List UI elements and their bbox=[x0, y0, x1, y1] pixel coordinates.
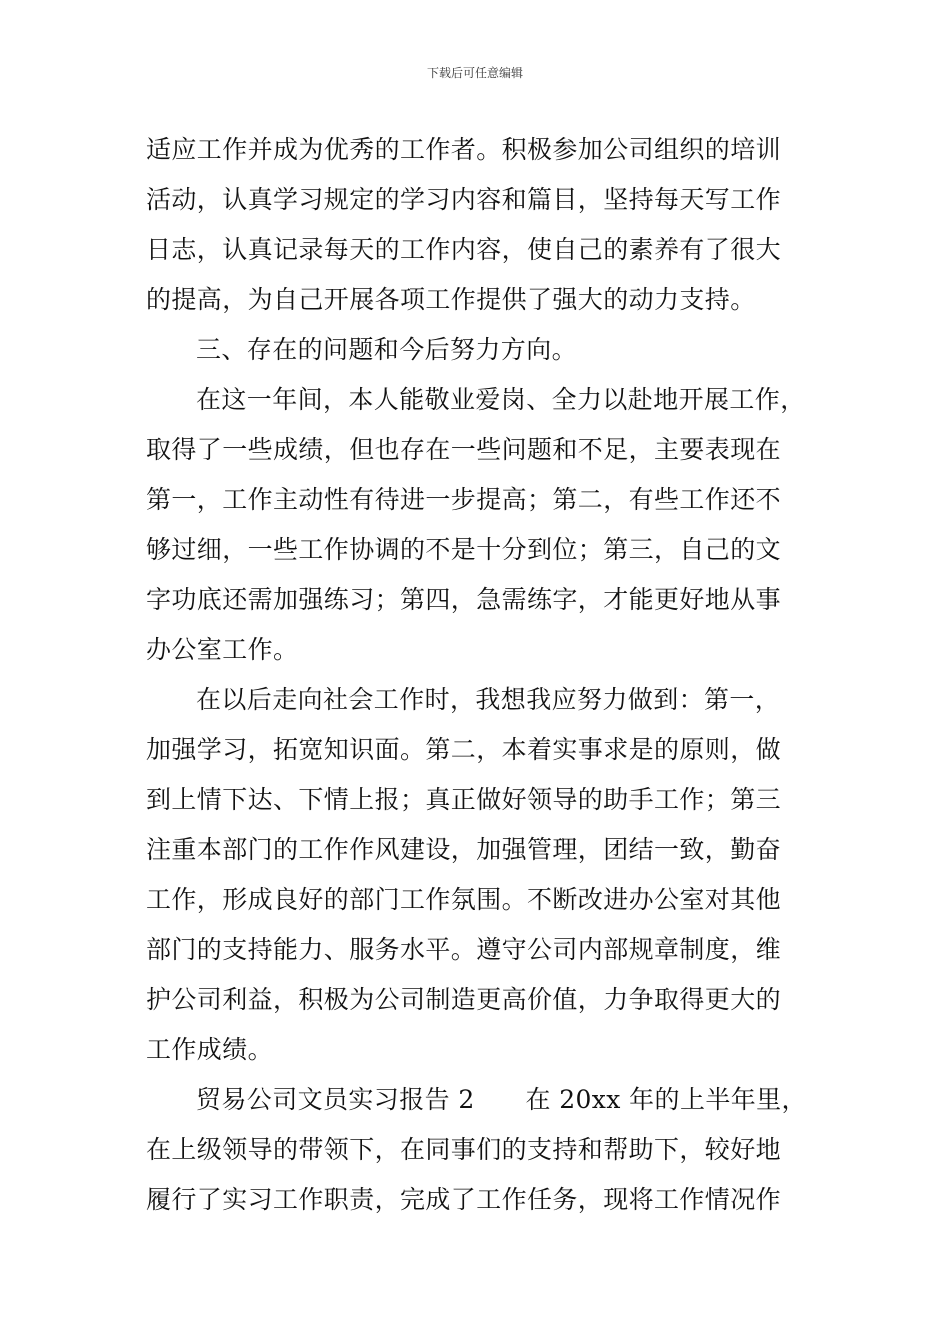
text-line: 履行了实习工作职责，完成了工作任务，现将工作情况作 bbox=[146, 1185, 782, 1214]
text-line: 注重本部门的工作作风建设，加强管理，团结一致，勤奋 bbox=[146, 835, 782, 864]
page-header: 下载后可任意编辑 bbox=[426, 66, 523, 80]
text-line: 部门的支持能力、服务水平。遵守公司内部规章制度，维 bbox=[146, 935, 782, 964]
text-line: 取得了一些成绩，但也存在一些问题和不足，主要表现在 bbox=[146, 435, 782, 464]
text-line: 贸易公司文员实习报告 2 在 20xx 年的上半年里， bbox=[196, 1085, 807, 1114]
text-line: 第一，工作主动性有待进一步提高；第二，有些工作还不 bbox=[146, 485, 782, 514]
text-line: 活动，认真学习规定的学习内容和篇目，坚持每天写工作 bbox=[146, 185, 782, 214]
text-line: 工作成绩。 bbox=[146, 1035, 274, 1064]
text-line: 够过细，一些工作协调的不是十分到位；第三，自己的文 bbox=[146, 535, 782, 564]
text-line: 护公司利益，积极为公司制造更高价值，力争取得更大的 bbox=[146, 985, 782, 1014]
text-line: 在这一年间，本人能敬业爱岗、全力以赴地开展工作， bbox=[196, 385, 806, 414]
text-line: 在上级领导的带领下，在同事们的支持和帮助下，较好地 bbox=[146, 1135, 782, 1164]
section-heading: 三、存在的问题和今后努力方向。 bbox=[196, 335, 578, 364]
text-line: 办公室工作。 bbox=[146, 635, 299, 664]
text-line: 适应工作并成为优秀的工作者。积极参加公司组织的培训 bbox=[146, 135, 782, 164]
text-line: 日志，认真记录每天的工作内容，使自己的素养有了很大 bbox=[146, 235, 782, 264]
text-line: 的提高，为自己开展各项工作提供了强大的动力支持。 bbox=[146, 285, 756, 314]
text-line: 字功底还需加强练习；第四，急需练字，才能更好地从事 bbox=[146, 585, 782, 614]
text-line: 工作，形成良好的部门工作氛围。不断改进办公室对其他 bbox=[146, 885, 782, 914]
text-line: 在以后走向社会工作时，我想我应努力做到：第一， bbox=[196, 685, 781, 714]
text-line: 到上情下达、下情上报；真正做好领导的助手工作；第三 bbox=[146, 785, 782, 814]
text-line: 加强学习，拓宽知识面。第二，本着实事求是的原则，做 bbox=[146, 735, 782, 764]
